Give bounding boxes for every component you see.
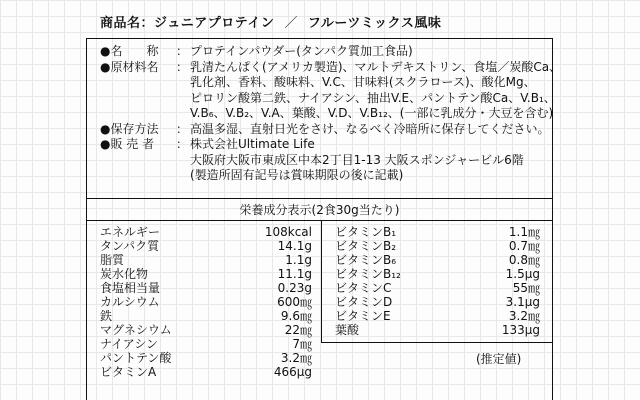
nutrient-row (100, 225, 312, 239)
info-row (100, 44, 561, 60)
nutrient-name: ビタミンB₆ (335, 253, 397, 267)
info-row (100, 122, 561, 138)
nutrient-row (335, 239, 540, 253)
nutrient-name: ビタミンB₁₂ (335, 267, 401, 281)
product-flavor: フルーツミックス風味 (307, 16, 442, 31)
nutrient-value: 3.2㎎ (280, 351, 312, 365)
nutrient-row (335, 281, 540, 295)
nutrition-right-column (335, 225, 540, 337)
nutrient-row (100, 253, 312, 267)
nutrient-row (100, 323, 312, 337)
nutrient-value: 9.6㎎ (280, 309, 312, 323)
info-label: ●原材料名 (100, 59, 159, 74)
nutrient-row (100, 351, 312, 365)
product-title (100, 12, 441, 31)
nutrient-row (100, 365, 312, 379)
nutrient-value: 3.1μg (505, 295, 540, 309)
nutrient-value: 0.8㎎ (508, 253, 540, 267)
nutrient-row (100, 309, 312, 323)
nutrient-row (100, 337, 312, 351)
nutrition-header-divider (86, 220, 553, 221)
estimate-note: (推定値) (476, 352, 522, 366)
nutrient-value: 108kcal (264, 225, 312, 239)
nutrient-value: 22㎎ (284, 323, 312, 337)
info-line: 高温多湿、直射日光をさけ、なるべく冷暗所に保存してください。 (190, 121, 550, 136)
nutrient-row (335, 295, 540, 309)
info-line: 大阪府大阪市東成区中本2丁目1-13 大阪スポンジャービル6階 (190, 152, 524, 167)
nutrient-name: ビタミンC (335, 281, 392, 295)
info-line: 乳清たんぱく(アメリカ製造)、マルトデキストリン、食塩／炭酸Ca、 (190, 59, 562, 74)
nutrient-name: マグネシウム (100, 323, 172, 337)
nutrient-name: ビタミンD (335, 295, 393, 309)
nutrient-name: ビタミンA (100, 365, 157, 379)
nutrient-row (335, 309, 540, 323)
nutrient-row (335, 267, 540, 281)
nutrient-value: 11.1g (277, 267, 312, 281)
nutrient-name: カルシウム (100, 295, 160, 309)
info-line: 株式会社Ultimate Life (190, 137, 315, 151)
nutrient-value: 14.1g (277, 239, 312, 253)
nutrient-name: タンパク質 (100, 239, 160, 253)
nutrient-row (100, 267, 312, 281)
info-line: ピロリン酸第二鉄、ナイアシン、抽出V.E、パントテン酸Ca、V.B₁、 (190, 90, 556, 105)
info-line: (製造所固有記号は賞味期限の後に記載) (190, 168, 404, 182)
nutrient-row (335, 253, 540, 267)
info-label: ●名 称 (100, 44, 159, 58)
nutrition-title: 栄養成分表示(2食30g当たり) (239, 203, 400, 217)
nutrient-value: 466μg (273, 365, 312, 379)
nutrient-name: ビタミンB₂ (335, 239, 397, 253)
nutrient-name: 葉酸 (335, 323, 360, 337)
nutrient-row (100, 239, 312, 253)
nutrient-value: 1.1㎎ (508, 225, 540, 239)
nutrition-top-divider (86, 198, 553, 199)
product-name: 商品名：ジュニアプロテイン (100, 16, 275, 31)
nutrition-left-column (100, 225, 312, 379)
nutrient-value: 0.7㎎ (508, 239, 540, 253)
nutrient-name: ビタミンB₁ (335, 225, 397, 239)
nutrient-value: 55㎎ (512, 281, 540, 295)
info-line: V.B₆、V.B₂、V.A、葉酸、V.D、V.B₁₂、(一部に乳成分・大豆を含む) (190, 106, 554, 120)
nutrient-value: 0.23g (277, 281, 312, 295)
nutrient-value: 133μg (501, 323, 540, 337)
nutrient-value: 1.1g (285, 253, 312, 267)
info-section (100, 44, 561, 184)
info-line: 乳化剤、香料、酸味料、V.C、甘味料(スクラロース)、酸化Mg、 (190, 75, 536, 89)
nutrition-bottom-divider (321, 342, 553, 343)
info-content (190, 122, 550, 138)
info-line: プロテインパウダー(タンパク質加工食品) (190, 44, 413, 58)
info-colon: ： (176, 137, 189, 151)
nutrient-row (100, 295, 312, 309)
nutrient-value: 3.2㎎ (508, 309, 540, 323)
info-colon: ： (176, 59, 189, 74)
info-row (100, 60, 561, 122)
nutrient-row (335, 225, 540, 239)
title-separator: ／ (284, 16, 298, 31)
nutrient-name: 炭水化物 (100, 267, 149, 281)
nutrient-row (100, 281, 312, 295)
nutrient-name: 鉄 (100, 309, 113, 323)
info-label: ●保存方法 (100, 121, 159, 136)
nutrient-value: 7㎎ (292, 337, 312, 351)
info-colon: ： (176, 44, 189, 58)
info-label: ●販 売 者 (100, 137, 155, 151)
nutrient-name: パントテン酸 (100, 351, 172, 365)
nutrient-name: 脂質 (100, 253, 125, 267)
info-content (190, 137, 524, 184)
nutrient-name: エネルギー (100, 225, 161, 239)
info-content (190, 60, 561, 122)
nutrient-value: 1.5μg (505, 267, 540, 281)
nutrient-row (335, 323, 540, 337)
nutrient-name: ナイアシン (100, 337, 159, 351)
nutrient-value: 600㎎ (277, 295, 312, 309)
info-row (100, 137, 561, 184)
info-content (190, 44, 413, 60)
info-colon: ： (176, 121, 189, 136)
nutrition-column-divider (321, 220, 322, 342)
nutrient-name: ビタミンE (335, 309, 391, 323)
nutrient-name: 食塩相当量 (100, 281, 161, 295)
